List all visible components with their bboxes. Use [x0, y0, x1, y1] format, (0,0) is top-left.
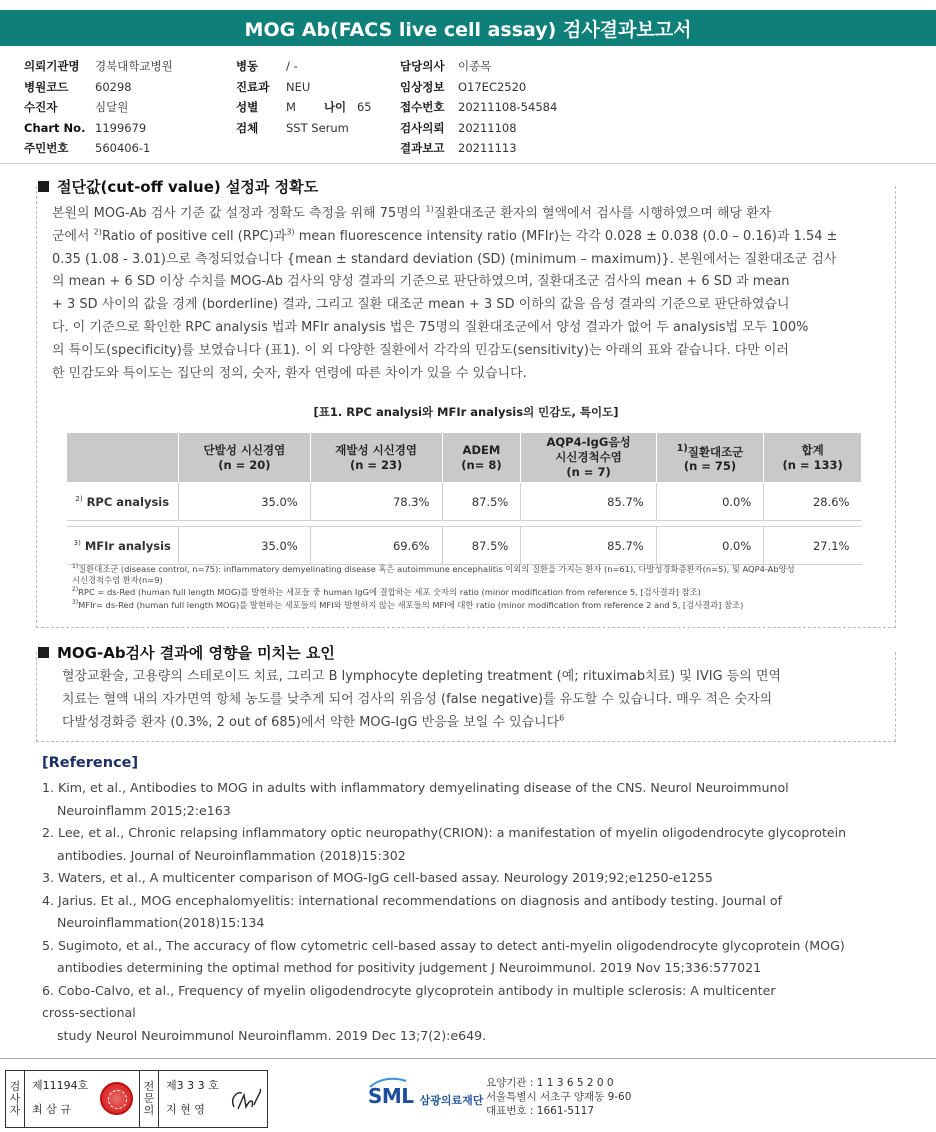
- text-run: 혈장교환술, 고용량의 스테로이드 치료, 그리고 B lymphocyte depleting treatment (예; rituximab치료) 및 IVIG 등의 면역: [62, 669, 781, 684]
- info-value: NEU: [286, 79, 311, 94]
- text-run: Ratio of positive cell (RPC)과: [101, 228, 287, 244]
- reference-continuation: Neuroinflammation(2018)15:134: [57, 915, 265, 930]
- table-cell: 0.0%: [656, 527, 764, 565]
- header-line: (n= 8): [461, 457, 502, 472]
- text-run: 의 특이도(specificity)를 보였습니다 (표1). 이 외 다양한 질환에서 각각의 민감도(sensitivity)는 아래의 표와 같습니다. 다만 이러: [52, 342, 789, 358]
- table-cell: 35.0%: [179, 483, 311, 521]
- text-run: 한 민감도와 특이도는 집단의 정의, 숫자, 환자 연령에 따른 차이가 있을 수 있습니다.: [52, 365, 527, 381]
- reference-first-line: 3. Waters, et al., A multicenter comparison of MOG-IgG cell-based assay. Neurology 2019;92;e1250-e1255: [42, 870, 713, 885]
- header-line: [521, 435, 655, 450]
- reference-continuation: antibodies. Journal of Neuroinflammation (2018)15:302: [57, 847, 406, 863]
- superscript: 6: [559, 713, 565, 723]
- org-line: 대표번호 : 1661-5117: [486, 1105, 595, 1117]
- info-row: [400, 97, 557, 118]
- inspector-name: 최 삼 규: [32, 1103, 71, 1116]
- info-row: [236, 77, 372, 98]
- table-cell: 27.1%: [764, 527, 862, 565]
- header-text: AQP4-IgG음성: [546, 435, 631, 449]
- reference-item: [42, 980, 902, 1048]
- table-header-cell: [179, 433, 311, 483]
- header-line: [179, 443, 310, 458]
- text-line: [52, 317, 888, 340]
- info-key: 병원코드: [24, 79, 69, 94]
- table-header-cell: [764, 433, 862, 483]
- info-value: 20211108-54584: [458, 100, 558, 115]
- header-text: 재발성 시신경염: [335, 442, 418, 457]
- row-label: [67, 483, 179, 521]
- info-value: 560406-1: [95, 141, 151, 156]
- reference-item: [42, 777, 902, 822]
- table-cell: 78.3%: [310, 483, 442, 521]
- header-text: ADEM: [462, 442, 501, 457]
- footnote-text: RPC = ds-Red (human full length MOG)를 발현하는 세포들 중 human IgG에 결합하는 세포 숫자의 ratio (minor modification from reference 5, [검사결과] 참조): [78, 587, 701, 598]
- table-cell: 69.6%: [310, 527, 442, 565]
- reference-continuation: antibodies determining the optimal method for positivity judgement J Neuroimmunol. 2019 Nov 15;336:577021: [57, 960, 762, 975]
- section1-heading-text: 절단값(cut-off value) 설정과 정확도: [57, 177, 319, 196]
- table-cell: 35.0%: [179, 527, 311, 565]
- section2-heading-text: MOG-Ab검사 결과에 영향을 미치는 요인: [57, 643, 335, 662]
- header-text: 질환대조군: [687, 444, 744, 459]
- text-line: [52, 203, 888, 226]
- logo-korean: 삼광의료재단: [419, 1094, 484, 1107]
- info-key: 검체: [236, 120, 259, 135]
- signature-icon: [228, 1085, 264, 1115]
- text-run: 다발성경화증 환자 (0.3%, 2 out of 685)에서 약한 MOG-IgG 반응을 보일 수 있습니다: [62, 714, 560, 730]
- header-line: (n = 7): [566, 465, 611, 479]
- footnote: [72, 598, 872, 611]
- footnote-text: 질환대조군 (disease control, n=75): inflammatory demyelinating disease 혹은 autoimmune encephalitis 이외의 질환을 가지는 환자 (n=61), 다발성경화증환자(n=5), 및 AQP4-Ab양성: [78, 563, 795, 574]
- signature-box: [5, 1070, 268, 1128]
- superscript: 3): [73, 538, 81, 547]
- footnote: [72, 562, 872, 575]
- age-value: 65: [356, 100, 372, 115]
- header-line: (n = 20): [218, 457, 271, 472]
- info-row: [24, 56, 173, 77]
- reference-item: [42, 822, 902, 867]
- text-line: [52, 294, 888, 317]
- patient-info-col-3: [400, 56, 557, 159]
- section2-body: [62, 666, 892, 734]
- table-cell: 28.6%: [764, 483, 862, 521]
- info-value: 경북대학교병원: [95, 59, 173, 74]
- row-label-text: RPC analysis: [86, 494, 170, 509]
- divider: [0, 163, 936, 164]
- inspector-license: 제11194호: [32, 1079, 89, 1092]
- info-key: 진료과: [236, 79, 270, 94]
- vertical-char: 전: [143, 1080, 155, 1093]
- text-run: + 3 SD 사이의 값을 경계 (borderline) 결과, 그리고 질환 대조군 mean + 3 SD 이하의 값을 음성 결과의 기준으로 판단하였습니: [52, 297, 790, 313]
- info-key: 성별: [236, 100, 259, 115]
- table-header-cell: [442, 433, 521, 483]
- square-bullet-icon: [38, 647, 49, 658]
- logo-swoosh-icon: [368, 1076, 408, 1090]
- info-row: [400, 77, 557, 98]
- section2-heading: [38, 642, 343, 662]
- section1-body: [52, 203, 888, 385]
- text-line: [62, 689, 892, 712]
- row-label-text: MFIr analysis: [84, 538, 171, 553]
- text-line: [52, 340, 888, 363]
- table-cell: 85.7%: [521, 527, 656, 565]
- info-row: [400, 56, 557, 77]
- superscript: 2): [72, 586, 79, 594]
- header-line: [443, 443, 521, 458]
- footnote: [72, 585, 872, 598]
- report-title: MOG Ab(FACS live cell assay) 검사결과보고서: [0, 10, 936, 46]
- text-run: 본원의 MOG-Ab 검사 기준 값 설정과 정확도 측정을 위해 75명의: [52, 206, 426, 221]
- section1-heading: [38, 176, 326, 196]
- text-line: [62, 666, 892, 689]
- superscript: 1): [425, 204, 434, 214]
- table-footnotes: [72, 562, 872, 610]
- footer-divider: [0, 1058, 936, 1059]
- header-text: 합계: [801, 442, 824, 457]
- info-key: 임상정보: [400, 79, 445, 94]
- text-run: 의 mean + 6 SD 이상 수치를 MOG-Ab 검사의 양성 결과의 기준으로 판단하였으며, 질환대조군 검사의 mean + 6 SD 과 mean: [52, 274, 790, 290]
- superscript: 1): [676, 442, 688, 454]
- organization-info: [486, 1076, 631, 1118]
- table-cell: 85.7%: [521, 483, 656, 521]
- info-value: 20211113: [458, 141, 517, 156]
- header-text: 단발성 시신경염: [203, 442, 286, 457]
- superscript: 2): [93, 227, 102, 237]
- specialist-label: [140, 1071, 158, 1127]
- info-row: [400, 138, 557, 159]
- patient-info-col-1: [24, 56, 173, 159]
- org-line: 서울특별시 서초구 양재동 9-60: [486, 1091, 632, 1103]
- info-row: [24, 77, 173, 98]
- info-row: [24, 138, 173, 159]
- info-row: [400, 118, 557, 139]
- text-run: 0.35 (1.08 - 3.01)으로 측정되었습니다 {mean ± standard deviation (SD) (minimum – maximum)}. 본원에서는 질환대조군 검사: [52, 251, 837, 267]
- info-key: 담당의사: [400, 59, 445, 74]
- reference-first-line: 5. Sugimoto, et al., The accuracy of flow cytometric cell-based assay to detect anti-myelin oligodendrocyte glycoprotein (MOG): [42, 937, 845, 953]
- row-label: [67, 527, 179, 565]
- org-line: 요양기관 : 1 1 3 6 5 2 0 0: [486, 1077, 614, 1089]
- info-value: O17EC2520: [458, 79, 527, 94]
- header-line: [764, 443, 861, 458]
- info-value: / -: [286, 59, 298, 74]
- text-line: [52, 363, 888, 386]
- superscript: 3): [72, 598, 79, 606]
- table-row: [67, 527, 862, 565]
- reference-item: [42, 935, 902, 980]
- vertical-char: 사: [9, 1092, 21, 1105]
- info-value: M: [286, 100, 296, 115]
- table-cell: 87.5%: [442, 483, 521, 521]
- vertical-char: 문: [143, 1092, 155, 1105]
- sml-logo: [368, 1076, 483, 1116]
- info-key: Chart No.: [24, 120, 86, 135]
- specialist-name: 지 현 영: [166, 1103, 205, 1116]
- vertical-char: 검: [9, 1080, 21, 1093]
- reference-title: [Reference]: [42, 755, 139, 771]
- reference-second-line: cross-sectional: [42, 1005, 136, 1020]
- header-line: 시신경척수염: [555, 450, 622, 464]
- header-line: [311, 443, 442, 458]
- info-key: 병동: [236, 59, 259, 74]
- text-run: 질환대조군 환자의 혈액에서 검사를 시행하였으며 해당 환자: [433, 206, 772, 221]
- reference-item: [42, 867, 902, 890]
- info-value: 20211108: [458, 120, 517, 135]
- table-header-row: [67, 433, 862, 483]
- superscript: 3): [286, 227, 295, 237]
- vertical-char: 자: [9, 1104, 21, 1117]
- reference-item: [42, 890, 902, 935]
- table-cell: 0.0%: [656, 483, 764, 521]
- info-value: 이종목: [458, 59, 492, 74]
- info-key: 검사의뢰: [400, 120, 445, 135]
- header-line: (n = 23): [349, 457, 403, 472]
- reference-first-line: 4. Jarius. Et al., MOG encephalomyelitis: international recommendations on diagnosis and antibody testing. Journal of: [42, 892, 783, 908]
- info-value: SST Serum: [286, 120, 349, 135]
- info-key: 결과보고: [400, 141, 445, 156]
- info-key: 접수번호: [400, 100, 445, 115]
- footnote: [72, 575, 872, 586]
- text-run: 군에서: [52, 228, 94, 244]
- text-run: 다. 이 기준으로 확인한 RPC analysis 법과 MFIr analysis 법은 75명의 질환대조군에서 양성 결과가 없어 두 analysis법 모두 100%: [52, 319, 809, 335]
- info-row: [236, 97, 372, 118]
- specialist-license: 제3 3 3 호: [166, 1079, 219, 1092]
- table-cell: 87.5%: [442, 527, 521, 565]
- info-key: 주민번호: [24, 141, 69, 156]
- results-table: [66, 432, 862, 565]
- reference-continuation: study Neurol Neuroimmunol Neuroinflamm. 2019 Dec 13;7(2):e649.: [57, 1027, 487, 1043]
- reference-continuation: Neuroinflamm 2015;2:e163: [57, 802, 231, 818]
- header-line: (n = 75): [683, 459, 737, 474]
- text-line: [52, 226, 888, 249]
- info-key: 의뢰기관명: [24, 59, 80, 74]
- reference-first-line: 2. Lee, et al., Chronic relapsing inflammatory optic neuropathy(CRION): a manifestation of myelin oligodendrocyte glycoprotein: [42, 825, 847, 840]
- text-run: 치료는 혈액 내의 자가면역 항체 농도를 낮추게 되어 검사의 위음성 (false negative)를 유도할 수 있습니다. 매우 적은 숫자의: [62, 691, 773, 707]
- info-value: 심달원: [95, 100, 129, 115]
- patient-info: [0, 52, 936, 162]
- inspector-label: [6, 1071, 24, 1127]
- vertical-char: 의: [143, 1104, 155, 1117]
- table-title: [표1. RPC analysi와 MFIr analysis의 민감도, 특이도]: [313, 405, 619, 419]
- table-header-cell: [310, 433, 442, 483]
- text-line: [62, 712, 892, 735]
- info-value: 1199679: [95, 120, 147, 135]
- table-header-cell: [656, 433, 764, 483]
- reference-first-line: 6. Cobo-Calvo, et al., Frequency of myelin oligodendrocyte glycoprotein antibody in multiple sclerosis: A multicenter: [42, 982, 776, 998]
- logo-text: SML: [368, 1084, 414, 1108]
- superscript: 2): [75, 494, 83, 503]
- info-row: [236, 56, 372, 77]
- footer: [0, 1062, 936, 1132]
- footnote-text: 시신경척수염 환자(n=9): [72, 574, 163, 585]
- info-row: [24, 97, 173, 118]
- info-value: 60298: [95, 79, 132, 94]
- info-row: [236, 118, 372, 139]
- header-line: (n = 133): [782, 457, 843, 472]
- seal-stamp-icon: [100, 1082, 133, 1115]
- square-bullet-icon: [38, 181, 49, 192]
- superscript: 1): [72, 563, 79, 570]
- table-header-empty: [67, 433, 179, 483]
- info-row: [24, 118, 173, 139]
- footnote-text: MFIr= ds-Red (human full length MOG)를 발현하는 세포들의 MFI와 발현하지 않는 세포들의 MFI에 대한 ratio (minor modification from reference 2 and 5, [검사결과] 참조): [78, 599, 744, 610]
- text-run: mean fluorescence intensity ratio (MFIr)는 각각 0.028 ± 0.038 (0.0 – 0.16)과 1.54 ±: [294, 228, 838, 244]
- reference-list: [42, 777, 902, 1047]
- info-key: 수진자: [24, 100, 58, 115]
- table-row: [67, 483, 862, 521]
- text-line: [52, 271, 888, 294]
- table-header-cell: [521, 433, 656, 483]
- header-line: [657, 441, 764, 460]
- reference-first-line: 1. Kim, et al., Antibodies to MOG in adults with inflammatory demyelinating disease of the CNS. Neurol Neuroimmunol: [42, 780, 789, 795]
- age-key: 나이: [323, 100, 347, 115]
- text-line: [52, 249, 888, 272]
- patient-info-col-2: [236, 56, 372, 138]
